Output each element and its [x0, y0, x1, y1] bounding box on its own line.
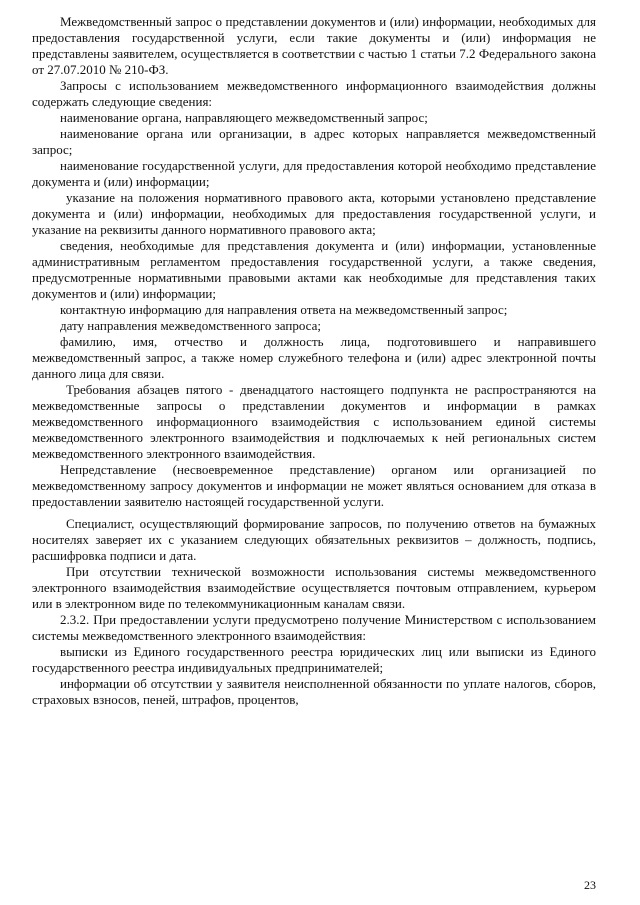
paragraph-intro: Межведомственный запрос о представлении документов и (или) информации, необходимых для предоставления государственной услуги, если такие документы и (или) информация не представлены заявителем, осуществляется в соответствии с частью 1 статьи 7.2 Федерального закона от 27.07.2010 № 210-ФЗ. [32, 14, 596, 77]
list-item: дату направления межведомственного запроса; [60, 318, 321, 333]
paragraph-section-2-3-2: 2.3.2. При предоставлении услуги предусмотрено получение Министерством с использованием системы межведомственного электронного взаимодействия: [32, 612, 596, 643]
list-item: наименование государственной услуги, для предоставления которой необходимо представление документа и (или) информации; [32, 158, 596, 189]
document-page [32, 14, 596, 708]
paragraph-specialist: Специалист, осуществляющий формирование запросов, по получению ответов на бумажных носителях заверяет их с указанием следующих обязательных реквизитов – должность, подпись, расшифровка подписи и дата. [32, 516, 596, 563]
list-item: информации об отсутствии у заявителя неисполненной обязанности по уплате налогов, сборов, страховых взносов, пеней, штрафов, процентов, [32, 676, 596, 707]
list-item: сведения, необходимые для представления документа и (или) информации, установленные административным регламентом предоставления государственной услуги, а также сведения, предусмотренные нормативными правовыми актами как необходимые для представления таких документов и (или) информации; [32, 238, 596, 301]
paragraph-requirements: Требования абзацев пятого - двенадцатого настоящего подпункта не распространяются на межведомственные запросы о представлении документов и информации в рамках межведомственного информационного взаимодействия с использованием единой системы межведомственного электронного взаимодействия и подключаемых к ней региональных систем межведомственного электронного взаимодействия. [32, 382, 596, 461]
list-item: указание на положения нормативного правового акта, которыми установлено представление документа и (или) информации, необходимых для предоставления государственной услуги, и указание на реквизиты данного нормативного правового акта; [32, 190, 596, 237]
paragraph-nonsubmission: Непредставление (несвоевременное представление) органом или организацией по межведомственному запросу документов и информации не может являться основанием для отказа в предоставлении заявителю настоящей государственной услуги. [32, 462, 596, 509]
paragraph-requests: Запросы с использованием межведомственного информационного взаимодействия должны содержать следующие сведения: [32, 78, 596, 109]
page-number: 23 [584, 878, 596, 892]
list-item: контактную информацию для направления ответа на межведомственный запрос; [60, 302, 508, 317]
list-item: фамилию, имя, отчество и должность лица, подготовившего и направившего межведомственный запрос, а также номер служебного телефона и (или) адрес электронной почты данного лица для связи. [32, 334, 596, 381]
list-item: выписки из Единого государственного реестра юридических лиц или выписки из Единого государственного реестра индивидуальных предпринимателей; [32, 644, 596, 675]
list-item: наименование органа, направляющего межведомственный запрос; [60, 110, 428, 125]
list-item: наименование органа или организации, в адрес которых направляется межведомственный запрос; [32, 126, 596, 157]
paragraph-no-technical: При отсутствии технической возможности использования системы межведомственного электронного взаимодействия взаимодействие осуществляется почтовым отправлением, курьером или в электронном виде по телекоммуникационным каналам связи. [32, 564, 596, 611]
